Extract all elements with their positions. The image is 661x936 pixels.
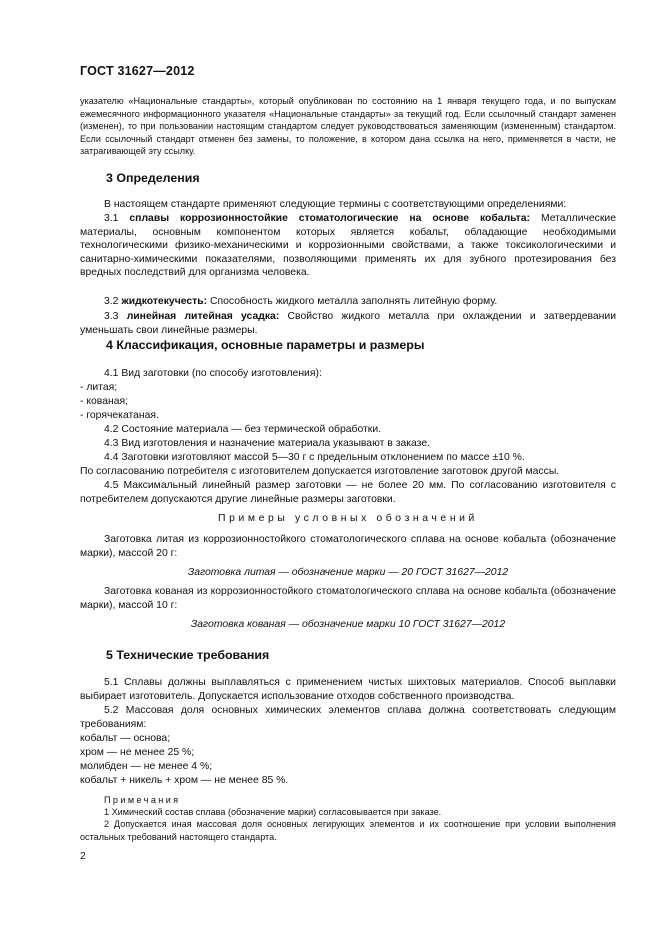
- example-2-text: Заготовка кованая из коррозионностойкого стоматологического сплава на основе кобальта (обозначение марки), массой 10 г:: [80, 586, 616, 611]
- notes-title: Примечания: [104, 795, 181, 805]
- term-3-2: [80, 295, 616, 309]
- term-3-1-term: сплавы коррозионностойкие стоматологические на основе кобальта:: [129, 213, 530, 224]
- note-2: 2 Допускается иная массовая доля основных легирующих элементов и их соотношение при условии выполнения остальных требований настоящего стандарта.: [80, 819, 616, 842]
- section-5-title: 5 Технические требования: [106, 648, 270, 662]
- example-1-designation: Заготовка литая — обозначение марки — 20 ГОСТ 31627—2012: [187, 567, 509, 578]
- term-3-1: [80, 212, 616, 280]
- section-3-intro: В настоящем стандарте применяют следующие термины с соответствующими определениями:: [104, 199, 567, 210]
- example-1-text: Заготовка литая из коррозионностойкого стоматологического сплава на основе кобальта (обозначение марки), массой 20 г:: [80, 534, 616, 559]
- intro-paragraph: указателю «Национальные стандарты», который опубликован по состоянию на 1 января текущего года, и по выпускам ежемесячного информационного указателя «Национальные стандарты» за текущий год. Если ссылочный стандарт заменен (изменен), то при пользовании настоящим стандартом следует руководствоваться заменяющим (измененным) стандартом. Если ссылочный стандарт отменен без замены, то положение, в котором дана ссылка на него, применяется в части, не затрагивающей эту ссылку.: [80, 96, 616, 156]
- requirement-item: кобальт — основа;: [80, 733, 171, 744]
- requirement-item: кобальт + никель + хром — не менее 85 %.: [80, 775, 289, 786]
- examples-title: Примеры условных обозначений: [218, 513, 478, 524]
- para-4-1: 4.1 Вид заготовки (по способу изготовления):: [104, 368, 322, 379]
- note-1: 1 Химический состав сплава (обозначение марки) согласовывается при заказе.: [104, 807, 442, 817]
- para-4-2: 4.2 Состояние материала — без термической обработки.: [104, 424, 382, 435]
- term-3-1-number: 3.1: [104, 213, 119, 224]
- term-3-2-term: жидкотекучесть:: [121, 296, 208, 307]
- requirement-item: хром — не менее 25 %;: [80, 747, 195, 758]
- term-3-3-number: 3.3: [104, 311, 119, 322]
- term-3-2-number: 3.2: [104, 296, 119, 307]
- page-number: 2: [80, 851, 86, 862]
- section-3-title: 3 Определения: [106, 171, 200, 185]
- term-3-3-definition: Свойство жидкого металла при охлаждении и затвердевании уменьшать свои линейные размеры.: [80, 311, 617, 336]
- para-5-2: 5.2 Массовая доля основных химических элементов сплава должна соответствовать следующим требованиям:: [80, 705, 616, 730]
- para-4-5: 4.5 Максимальный линейный размер заготовки — не более 20 мм. По согласованию изготовителя с потребителем допускаются другие линейные размеры заготовки.: [80, 480, 616, 505]
- term-3-3: [80, 310, 616, 337]
- section-4-title: 4 Классификация, основные параметры и размеры: [106, 338, 425, 352]
- para-5-1: 5.1 Сплавы должны выплавляться с применением чистых шихтовых материалов. Способ выплавки выбирает изготовитель. Допускается использование отходов собственного производства.: [80, 677, 616, 702]
- para-4-4: 4.4 Заготовки изготовляют массой 5—30 г с предельным отклонением по массе ±10 %.: [104, 452, 525, 463]
- list-item: - горячекатаная.: [80, 410, 159, 421]
- para-4-3: 4.3 Вид изготовления и назначение материала указывают в заказе.: [104, 438, 430, 449]
- page-header: ГОСТ 31627—2012: [80, 64, 195, 78]
- term-3-3-term: линейная литейная усадка:: [126, 311, 280, 322]
- example-2-designation: Заготовка кованая — обозначение марки 10 ГОСТ 31627—2012: [190, 619, 506, 630]
- term-3-1-definition: Металлические материалы, основным компонентом которых является кобальт, обладающие необходимыми технологическими физико-механическими и коррозионными свойствами, а также токсикологическими и санитарно-химическими показателями, позволяющими применять их для зубного протезирования без вредных последствий для организма человека.: [80, 213, 617, 279]
- term-3-2-definition: Способность жидкого металла заполнять литейную форму.: [209, 296, 498, 307]
- requirement-item: молибден — не менее 4 %;: [80, 761, 213, 772]
- list-item: - литая;: [80, 382, 118, 393]
- list-item: - кованая;: [80, 396, 129, 407]
- para-4-4-continued: По согласованию потребителя с изготовителем допускается изготовление заготовок другой массы.: [80, 466, 560, 477]
